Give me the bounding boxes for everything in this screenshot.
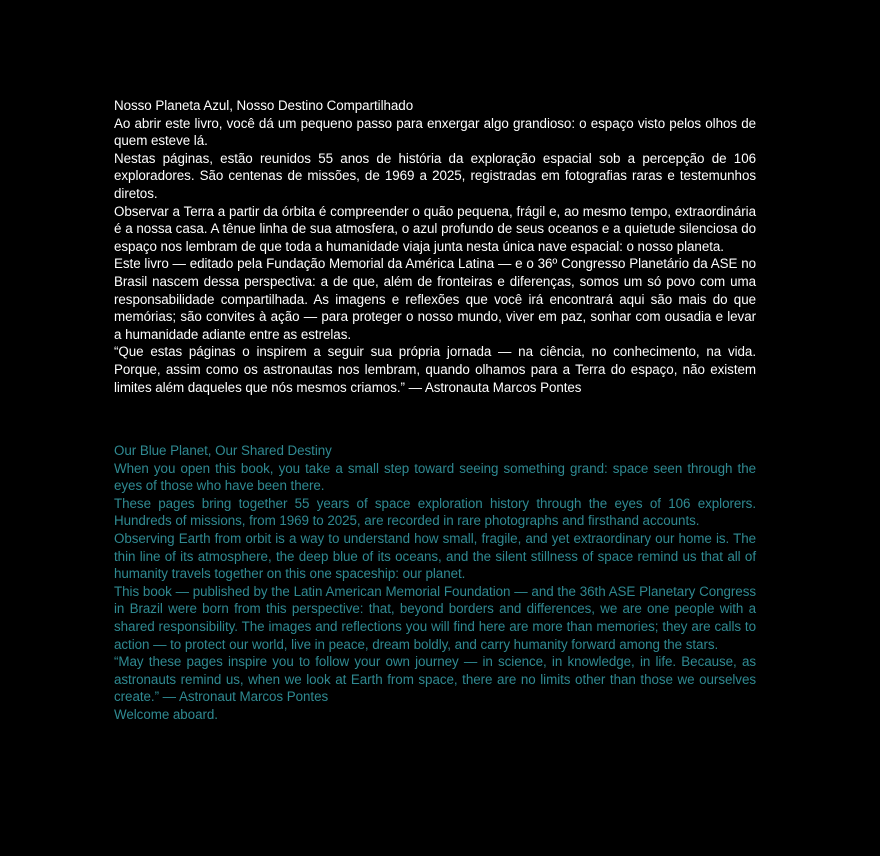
english-title: Our Blue Planet, Our Shared Destiny	[114, 443, 332, 458]
english-paragraph-4: This book — published by the Latin American Memorial Foundation — and the 36th ASE Planetary Congress in Brazil were born from this perspective: that, beyond borders and differences, we are one people with a shared responsibility. The images and reflections you will find here are more than memories; they are calls to action — to protect our world, live in peace, dream boldly, and carry humanity forward among the stars.	[114, 583, 756, 652]
english-paragraph-2: These pages bring together 55 years of space exploration history through the eyes of 106 explorers. Hundreds of missions, from 1969 to 2025, are recorded in rare photographs and firsthand accounts.	[114, 495, 756, 529]
portuguese-paragraph-2: Nestas páginas, estão reunidos 55 anos de história da exploração espacial sob a percepção de 106 exploradores. São centenas de missões, de 1969 a 2025, registradas em fotografias raras e testemunhos diretos.	[114, 150, 756, 201]
english-text-block	[114, 442, 756, 724]
portuguese-title: Nosso Planeta Azul, Nosso Destino Compartilhado	[114, 98, 414, 113]
portuguese-paragraph-1: Ao abrir este livro, você dá um pequeno passo para enxergar algo grandioso: o espaço visto pelos olhos de quem esteve lá.	[114, 115, 756, 149]
english-quote: “May these pages inspire you to follow your own journey — in science, in knowledge, in life. Because, as astronauts remind us, when we look at Earth from space, there are no limits other than those we ourselves create.” — Astronaut Marcos Pontes	[114, 654, 756, 705]
english-paragraph-3: Observing Earth from orbit is a way to understand how small, fragile, and yet extraordinary our home is. The thin line of its atmosphere, the deep blue of its oceans, and the silent stillness of space remind us that all of humanity travels together on this one spaceship: our planet.	[114, 530, 756, 582]
portuguese-paragraph-3: Observar a Terra a partir da órbita é compreender o quão pequena, frágil e, ao mesmo tempo, extraordinária é a nossa casa. A tênue linha de sua atmosfera, o azul profundo de seus oceanos e a quietude silenciosa do espaço nos lembram de que toda a humanidade viaja junta nesta única nave espacial: o nosso planeta.	[114, 203, 756, 254]
english-paragraph-1: When you open this book, you take a small step toward seeing something grand: space seen through the eyes of those who have been there.	[114, 460, 756, 494]
portuguese-quote: “Que estas páginas o inspirem a seguir sua própria jornada — na ciência, no conhecimento, na vida. Porque, assim como os astronautas nos lembram, quando olhamos para a Terra do espaço, não existem limites além daqueles que nós mesmos criamos.” — Astronauta Marcos Pontes	[114, 344, 756, 395]
portuguese-text-block	[114, 97, 756, 396]
portuguese-paragraph-4: Este livro — editado pela Fundação Memorial da América Latina — e o 36º Congresso Planetário da ASE no Brasil nascem dessa perspectiva: a de que, além de fronteiras e diferenças, somos um só povo com uma responsabilidade compartilhada. As imagens e reflexões que você irá encontrará aqui são mais do que memórias; são convites à ação — para proteger o nosso mundo, viver em paz, sonhar com ousadia e levar a humanidade adiante entre as estrelas.	[114, 256, 756, 342]
english-welcome: Welcome aboard.	[114, 706, 218, 722]
